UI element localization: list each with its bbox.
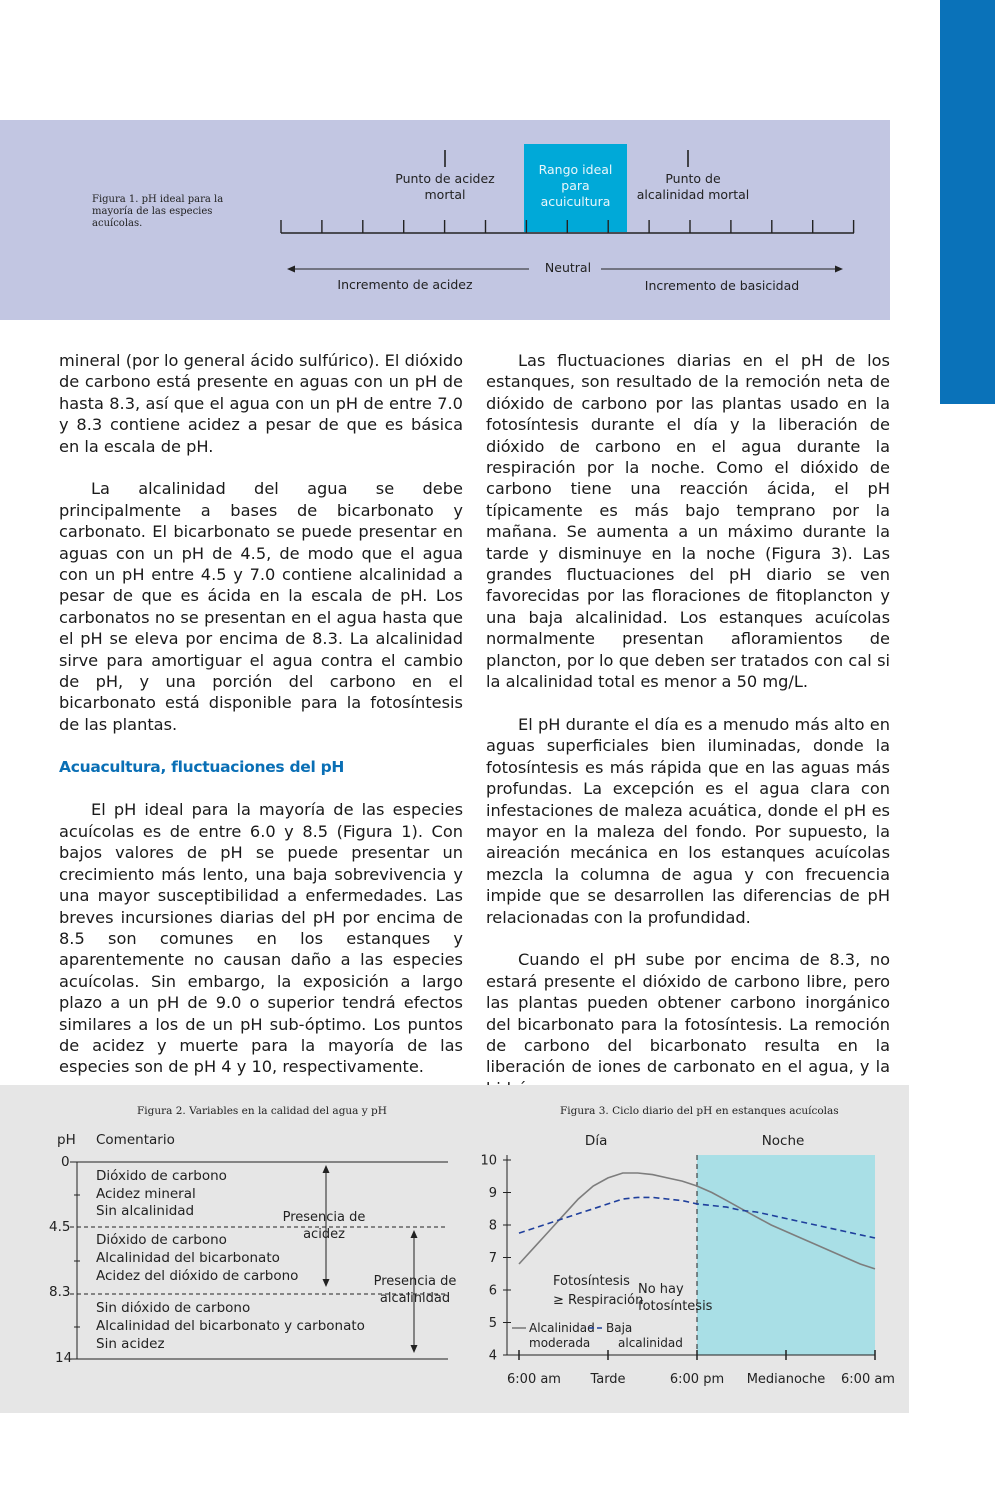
- acidity-arrowhead-down: [323, 1279, 330, 1287]
- legend-dashed-label-2: alcalinidad: [618, 1336, 683, 1350]
- presence-alkalinity-label: Presencia de alcalinidad: [373, 1274, 457, 1306]
- alkalinity-arrowhead-down: [411, 1345, 418, 1353]
- side-tab: [940, 0, 995, 404]
- y-tick-label: 5: [488, 1316, 497, 1331]
- ph-column-header: pH: [57, 1132, 76, 1148]
- right-column: [486, 350, 890, 1121]
- ph-scale-ticks: [281, 220, 854, 233]
- y-tick-label: 10: [480, 1153, 497, 1169]
- group2-item: Acidez del dióxido de carbono: [96, 1268, 299, 1284]
- group1-item: Acidez mineral: [96, 1186, 196, 1202]
- presence-acidity-label: Presencia de acidez: [282, 1210, 366, 1242]
- night-label: Noche: [761, 1133, 805, 1149]
- comment-column-header: Comentario: [96, 1132, 175, 1148]
- x-tick-label: Tarde: [590, 1372, 626, 1387]
- paragraph: El pH durante el día es a menudo más alto en aguas superficiales bien iluminadas, donde la fotosíntesis es más rápida que en las aguas más profundas. La excepción es el agua clara con infestaciones de maleza acuática, donde el pH es mayor en la maleza del fondo. Por supuesto, la aireación mecánica en los estanques acuícolas mezcla la columna de agua y con frecuencia impide que se desarrollen las diferencias de pH relacionadas con la profundidad.: [486, 714, 890, 927]
- group2-item: Dióxido de carbono: [96, 1232, 227, 1248]
- legend-dashed-label: Baja: [606, 1321, 633, 1335]
- alkaline-death-label: Punto de alcalinidad mortal: [636, 171, 750, 202]
- y-tick-label: 9: [488, 1186, 497, 1201]
- paragraph: mineral (por lo general ácido sulfúrico). El dióxido de carbono está presente en aguas con un pH de hasta 8.3, así que el agua con un pH de entre 7.0 y 8.3 contiene acidez a pesar de que es básica en la escala de pH.: [59, 351, 463, 456]
- group2-item: Alcalinidad del bicarbonato: [96, 1250, 280, 1266]
- ideal-range-label: Rango ideal para acuicultura: [538, 162, 613, 209]
- ph-value-14: 14: [55, 1350, 73, 1366]
- ph-value-83: 8.3: [49, 1284, 71, 1300]
- photosynthesis-label-2: ≥ Respiración: [553, 1293, 644, 1308]
- alkalinity-arrowhead-up: [411, 1230, 418, 1238]
- acidity-arrowhead: [287, 266, 295, 273]
- paragraph: Cuando el pH sube por encima de 8.3, no estará presente el dióxido de carbono libre, pero las plantas pueden obtener carbono inorgánico del bicarbonato para la fotosíntesis. La remoción de carbono del bicarbonato resulta en la liberación de iones de carbonato en el agua, y la: [486, 950, 890, 1077]
- ph-value-0: 0: [61, 1154, 70, 1170]
- y-tick-label: 8: [488, 1218, 497, 1234]
- acidity-arrowhead-up: [323, 1165, 330, 1173]
- night-band: [697, 1155, 875, 1355]
- day-label: Día: [584, 1133, 608, 1149]
- x-tick-label: 6:00 am: [841, 1372, 895, 1387]
- paragraph: La alcalinidad del agua se debe principalmente a bases de bicarbonato y carbonato. El bicarbonato se puede presentar en aguas con un pH de 4.5, de modo que el agua con un pH entre 4.5 y 7.0 contiene alcalinidad a pesar de que es ácida en la escala de pH. Los carbonatos no se presentan en el agua hasta que el pH se eleva por encima de 8.3. La alcalinidad sirve para amortiguar el agua contra el cambio de pH, y una porción del carbono en el bicarbonato está disponible para la fotosíntesis de las plantas.: [59, 479, 463, 734]
- left-column: [59, 350, 463, 1099]
- group1-item: Dióxido de carbono: [96, 1168, 227, 1184]
- group3-item: Sin dióxido de carbono: [96, 1300, 251, 1316]
- basicity-arrowhead: [835, 266, 843, 273]
- figures-panel: [0, 1085, 909, 1413]
- paragraph: Las fluctuaciones diarias en el pH de los estanques, son resultado de la remoción neta de dióxido de carbono por las plantas usado en la fotosíntesis durante el día y la liberación de dióxido de carbono en el agua durante la respiración por la noche. Como el dióxido de carbono tiene una reacción ácida, el pH típicamente es más bajo temprano por la mañana. Se aumenta a un máximo durante la tarde y disminuye en la noche (Figura 3). Las grandes fluctuaciones del pH diario se ven favorecidas por las floraciones de fitoplancton y una baja alcalinidad. Los estanques acuícolas normalmente presentan afloramientos de plancton, por lo que deben ser tratados con cal si la alcalinidad total es menor a 50 mg/L.: [486, 351, 890, 692]
- figure-3-caption: Figura 3. Ciclo diario del pH en estanques acuícolas: [560, 1105, 839, 1117]
- no-photosynthesis-label: No hay fotosíntesis: [638, 1282, 713, 1314]
- figure-1: [0, 120, 890, 320]
- x-tick-label: 6:00 am: [507, 1372, 561, 1387]
- ph-value-45: 4.5: [49, 1219, 71, 1235]
- figure-1-caption: Figura 1. pH ideal para la mayoría de las especies acuícolas.: [92, 194, 224, 229]
- group3-item: Sin acidez: [96, 1336, 165, 1352]
- figure-2-caption: Figura 2. Variables en la calidad del agua y pH: [137, 1105, 387, 1117]
- neutral-label: Neutral: [544, 260, 592, 275]
- y-tick-label: 4: [488, 1348, 497, 1364]
- x-tick-label: Medianoche: [746, 1372, 826, 1387]
- group3-item: Alcalinidad del bicarbonato y carbonato: [96, 1318, 365, 1334]
- section-heading: Acuacultura, fluctuaciones del pH: [59, 757, 345, 776]
- legend-solid-label-2: moderada: [529, 1336, 591, 1350]
- y-tick-label: 7: [488, 1251, 497, 1266]
- legend-solid-label: Alcalinidad: [529, 1321, 595, 1335]
- increase-acidity-label: Incremento de acidez: [337, 277, 473, 292]
- acid-death-label: Punto de acidez mortal: [395, 171, 495, 202]
- paragraph: El pH ideal para la mayoría de las especies acuícolas es de entre 6.0 y 8.5 (Figura 1). Con bajos valores de pH se puede presentar un crecimiento más lento, una baja sobrevivencia y una mayor susceptibilidad a enfermedades. Las breves incursiones diarias del pH por encima de 8.5 son comunes en los estanques y aparentemente no causan daño a las especies acuícolas. Sin embargo, la exposición a largo plazo a un pH de 9.0 o superior tendrá efectos similares a los de un pH sub-óptimo. Los puntos de acidez y muerte para la mayoría de las especies son de pH 4 y 10, respectivamente.: [59, 800, 463, 1077]
- group1-item: Sin alcalinidad: [96, 1203, 195, 1219]
- x-tick-label: 6:00 pm: [669, 1372, 725, 1387]
- photosynthesis-label: Fotosíntesis: [553, 1274, 630, 1289]
- ph-daily-cycle-chart: [470, 1085, 900, 1413]
- increase-basicity-label: Incremento de basicidad: [644, 278, 800, 293]
- y-tick-label: 6: [488, 1283, 497, 1299]
